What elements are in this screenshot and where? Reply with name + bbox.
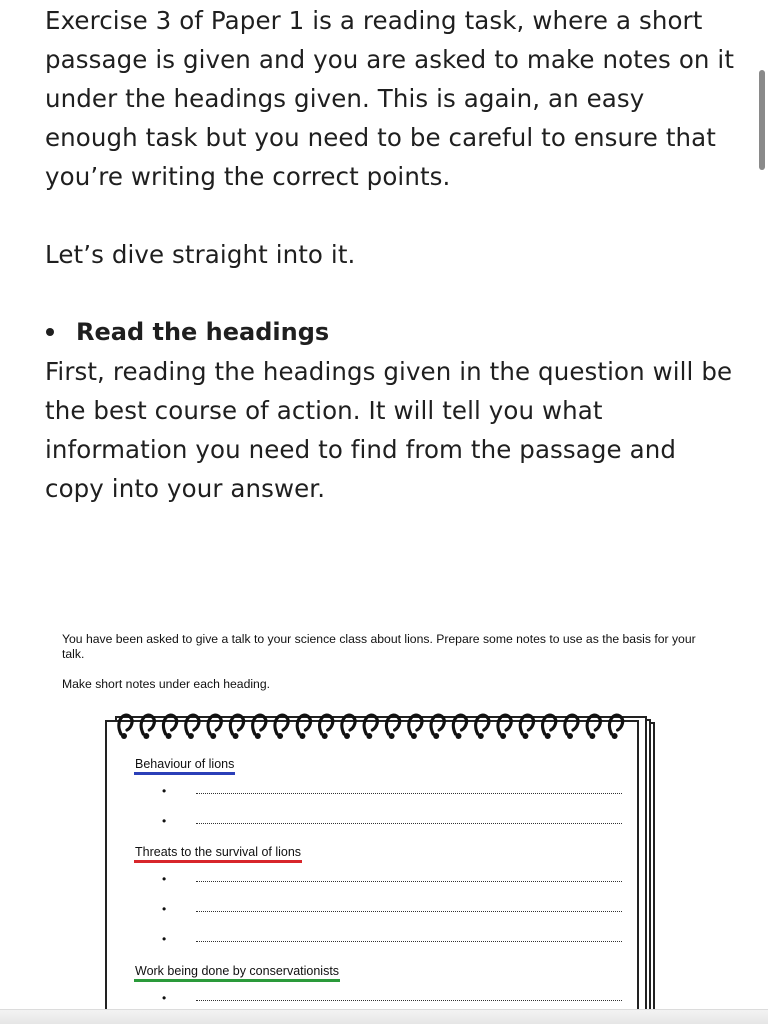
spiral-ring (230, 715, 243, 739)
note-bullet-icon: • (162, 902, 167, 916)
note-line-row (162, 933, 622, 945)
spiral-ring (297, 715, 310, 739)
spiral-ring (520, 715, 533, 739)
figure-instruction-text: Make short notes under each heading. (62, 677, 271, 691)
spiral-ring (364, 715, 377, 739)
spiral-ring (186, 715, 199, 739)
spiral-ring (163, 715, 176, 739)
dotted-answer-line (196, 881, 622, 882)
spiral-ring (208, 715, 221, 739)
spiral-ring (543, 715, 556, 739)
notepad-heading: Behaviour of lions (135, 757, 235, 771)
spiral-ring (565, 715, 578, 739)
lead-in-paragraph: Let’s dive straight into it. (45, 240, 356, 269)
dotted-answer-line (196, 911, 622, 912)
figure-intro-text: You have been asked to give a talk to your science class about lions. Prepare some notes to use as the basis for your talk. (62, 632, 696, 661)
note-line-row (162, 992, 622, 1004)
scrollbar-thumb[interactable] (759, 70, 765, 170)
spiral-ring (141, 715, 154, 739)
spiral-ring (476, 715, 489, 739)
spiral-rings-icon (115, 712, 635, 742)
paragraph-spacer (45, 196, 735, 235)
note-line-row (162, 815, 622, 827)
dotted-answer-line (196, 793, 622, 794)
intro-paragraph: Exercise 3 of Paper 1 is a reading task, where a short passage is given and you are asked to make notes on it under the headings given. This is again, an easy enough task but you need to be careful to ensure that you’re writing the correct points. (45, 6, 735, 191)
spiral-ring (453, 715, 466, 739)
note-bullet-icon: • (162, 872, 167, 886)
paragraph-spacer (45, 274, 735, 313)
heading-underline (134, 979, 340, 982)
spiral-ring (342, 715, 355, 739)
bullet-heading-text: Read the headings (76, 318, 330, 346)
spiral-ring (119, 715, 132, 739)
note-line-row (162, 873, 622, 885)
notepad-front-page (105, 720, 639, 1024)
spiral-ring (609, 715, 622, 739)
note-line-row (162, 785, 622, 797)
spiral-ring (386, 715, 399, 739)
exam-question-image (62, 632, 722, 1010)
browser-bottom-bar (0, 1009, 768, 1024)
bullet-body-paragraph: First, reading the headings given in the question will be the best course of action. It will tell you what information you need to find from the passage and copy into your answer. (45, 357, 733, 503)
dotted-answer-line (196, 823, 622, 824)
notepad-illustration (105, 712, 665, 1012)
heading-underline (134, 772, 235, 775)
dotted-answer-line (196, 941, 622, 942)
note-bullet-icon: • (162, 814, 167, 828)
spiral-ring (431, 715, 444, 739)
spiral-ring (275, 715, 288, 739)
spiral-ring (409, 715, 422, 739)
bullet-icon (46, 328, 54, 336)
note-bullet-icon: • (162, 932, 167, 946)
note-bullet-icon: • (162, 991, 167, 1005)
note-line-row (162, 903, 622, 915)
notepad-heading: Threats to the survival of lions (135, 845, 302, 859)
spiral-ring (498, 715, 511, 739)
spiral-ring (587, 715, 600, 739)
note-bullet-icon: • (162, 784, 167, 798)
spiral-ring (253, 715, 266, 739)
notepad-heading: Work being done by conservationists (135, 964, 340, 978)
spiral-ring (320, 715, 333, 739)
heading-underline (134, 860, 302, 863)
bullet-heading (45, 313, 735, 352)
dotted-answer-line (196, 1000, 622, 1001)
article-body (45, 0, 735, 508)
